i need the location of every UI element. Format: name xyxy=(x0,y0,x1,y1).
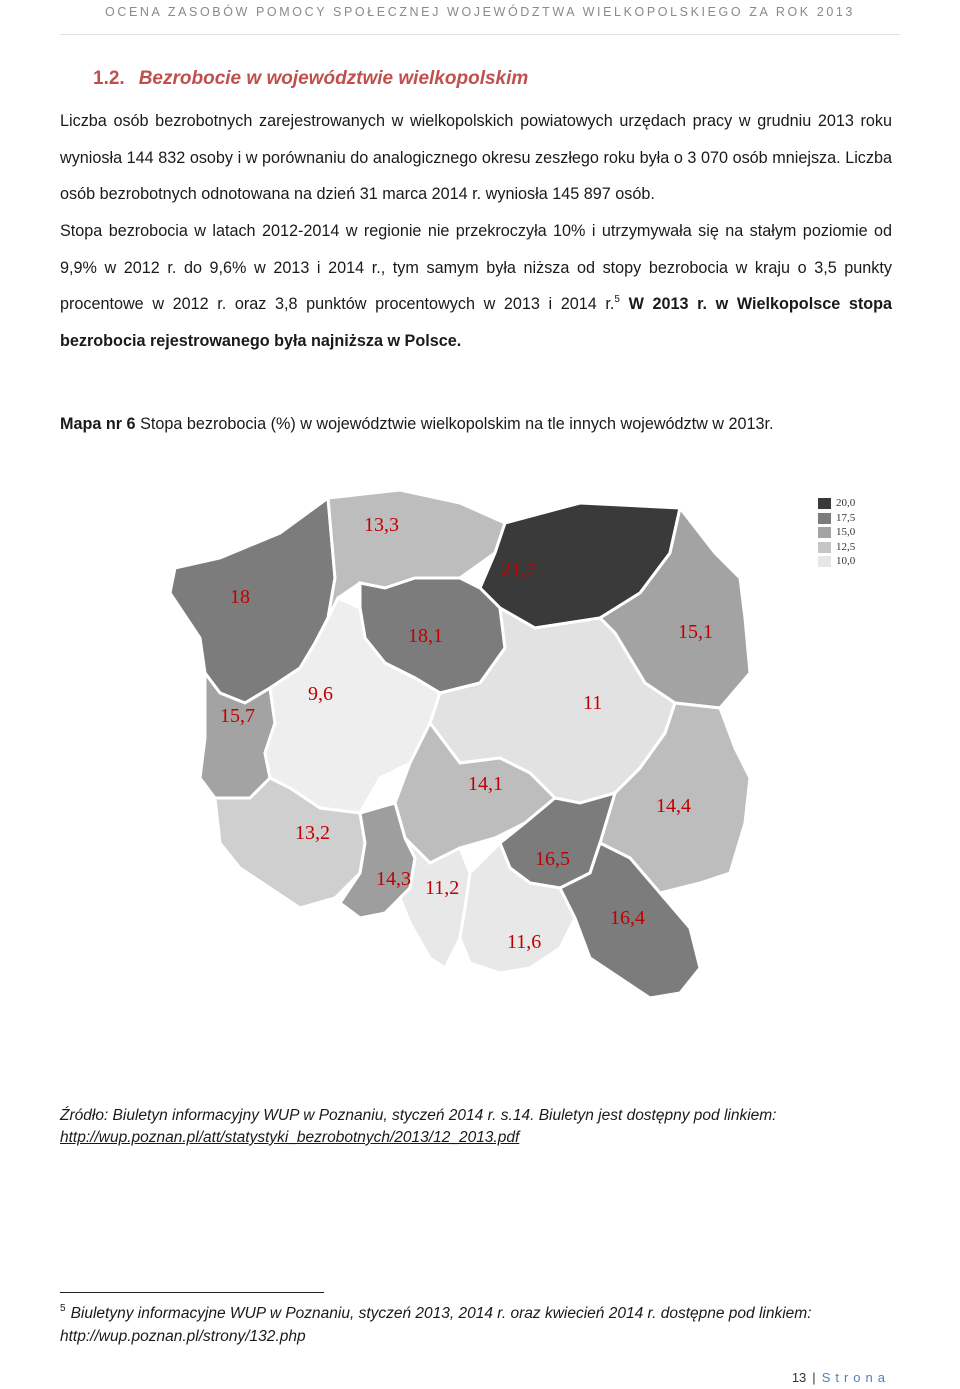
page-number-value: 13 xyxy=(791,1370,807,1385)
footnote xyxy=(60,1302,900,1348)
paragraph-rate-highlight: W 2013 r. w Wielkopolsce stopa bezrobocia rejestrowanego była najniższa w Polsce. xyxy=(60,295,892,350)
section-title xyxy=(93,68,528,90)
region-label-zachodniopomorskie: 18 xyxy=(230,586,250,608)
legend-swatch xyxy=(818,513,831,524)
region-label-warminsko-mazurskie: 21,7 xyxy=(501,559,536,581)
legend-item xyxy=(818,541,878,556)
running-header: OCENA ZASOBÓW POMOCY SPOŁECZNEJ WOJEWÓDZTWA WIELKOPOLSKIEGO ZA ROK 2013 xyxy=(105,5,855,19)
region-label-lubelskie: 14,4 xyxy=(656,795,691,817)
legend-item xyxy=(818,497,878,512)
poland-unemployment-map xyxy=(160,478,760,1100)
page-number-separator: | xyxy=(812,1370,816,1385)
legend-item xyxy=(818,555,878,570)
region-label-opolskie: 14,3 xyxy=(376,868,411,890)
map-caption-text: Stopa bezrobocia (%) w województwie wielkopolskim na tle innych województw w 2013r. xyxy=(140,415,774,433)
region-label-podkarpackie: 16,4 xyxy=(610,907,645,929)
page-number xyxy=(792,1370,890,1385)
map-caption xyxy=(60,415,774,434)
region-label-pomorskie: 13,3 xyxy=(364,514,399,536)
legend-label: 17,5 xyxy=(836,511,856,524)
region-label-swietokrzyskie: 16,5 xyxy=(535,848,570,870)
source-link[interactable]: http://wup.poznan.pl/att/statystyki_bezrobotnych/2013/12_2013.pdf xyxy=(60,1129,520,1146)
legend-label: 15,0 xyxy=(836,526,856,538)
source-note xyxy=(60,1105,900,1149)
map-legend xyxy=(818,497,878,570)
legend-item xyxy=(818,526,878,541)
section-number: 1.2. xyxy=(93,68,125,89)
region-label-podlaskie: 15,1 xyxy=(678,621,713,643)
legend-swatch xyxy=(818,527,831,538)
map-caption-label: Mapa nr 6 xyxy=(60,415,136,433)
footnote-ref[interactable]: 5 xyxy=(614,294,620,305)
legend-label: 20,0 xyxy=(836,497,856,509)
header-divider xyxy=(60,34,900,35)
footnote-number: 5 xyxy=(60,1303,66,1314)
legend-item xyxy=(818,512,878,527)
paragraph-unemployed-count: Liczba osób bezrobotnych zarejestrowanych w wielkopolskich powiatowych urzędach pracy w grudniu 2013 roku wyniosła 144 832 osoby i w porównaniu do analogicznego okresu zeszłego roku była o 3 070 osób mniejsza. Liczba osób bezrobotnych odnotowana na dzień 31 marca 2014 r. wyniosła 145 897 osób. xyxy=(60,112,892,203)
region-label-wielkopolskie: 9,6 xyxy=(308,683,333,705)
legend-label: 12,5 xyxy=(836,540,856,553)
region-label-malopolskie: 11,6 xyxy=(507,931,542,953)
map-svg xyxy=(160,478,760,1100)
legend-swatch xyxy=(818,498,831,509)
legend-swatch xyxy=(818,542,831,553)
footnote-divider xyxy=(60,1292,324,1293)
legend-swatch xyxy=(818,556,831,567)
section-title-text: Bezrobocie w województwie wielkopolskim xyxy=(138,68,529,89)
region-label-lodzkie: 14,1 xyxy=(468,773,503,795)
region-label-dolnoslaskie: 13,2 xyxy=(295,822,330,844)
source-text: Źródło: Biuletyn informacyjny WUP w Poznaniu, styczeń 2014 r. s.14. Biuletyn jest dostępny pod linkiem: xyxy=(60,1107,777,1124)
region-label-lubuskie: 15,7 xyxy=(220,705,255,727)
region-label-kujawsko-pomorskie: 18,1 xyxy=(408,625,443,647)
paragraph-unemployment-rate xyxy=(60,213,892,359)
region-label-mazowieckie: 11 xyxy=(583,692,603,714)
page-number-word: Strona xyxy=(821,1370,890,1385)
footnote-text: Biuletyny informacyjne WUP w Poznaniu, styczeń 2013, 2014 r. oraz kwiecień 2014 r. dostępne pod linkiem: http://wup.poznan.pl/strony/132.php xyxy=(60,1305,812,1345)
region-label-slaskie: 11,2 xyxy=(425,877,460,899)
paragraph-rate-text: Stopa bezrobocia w latach 2012-2014 w regionie nie przekroczyła 10% i utrzymywała się na stałym poziomie od 9,9% w 2012 r. do 9,6% w 2013 i 2014 r., tym samym była niższa od stopy bezrobocia w kraju o 3,5 punkty procentowe w 2012 r. oraz 3,8 punktów procentowych w 2013 i 2014 r. xyxy=(60,222,892,313)
legend-label: 10,0 xyxy=(836,555,856,567)
